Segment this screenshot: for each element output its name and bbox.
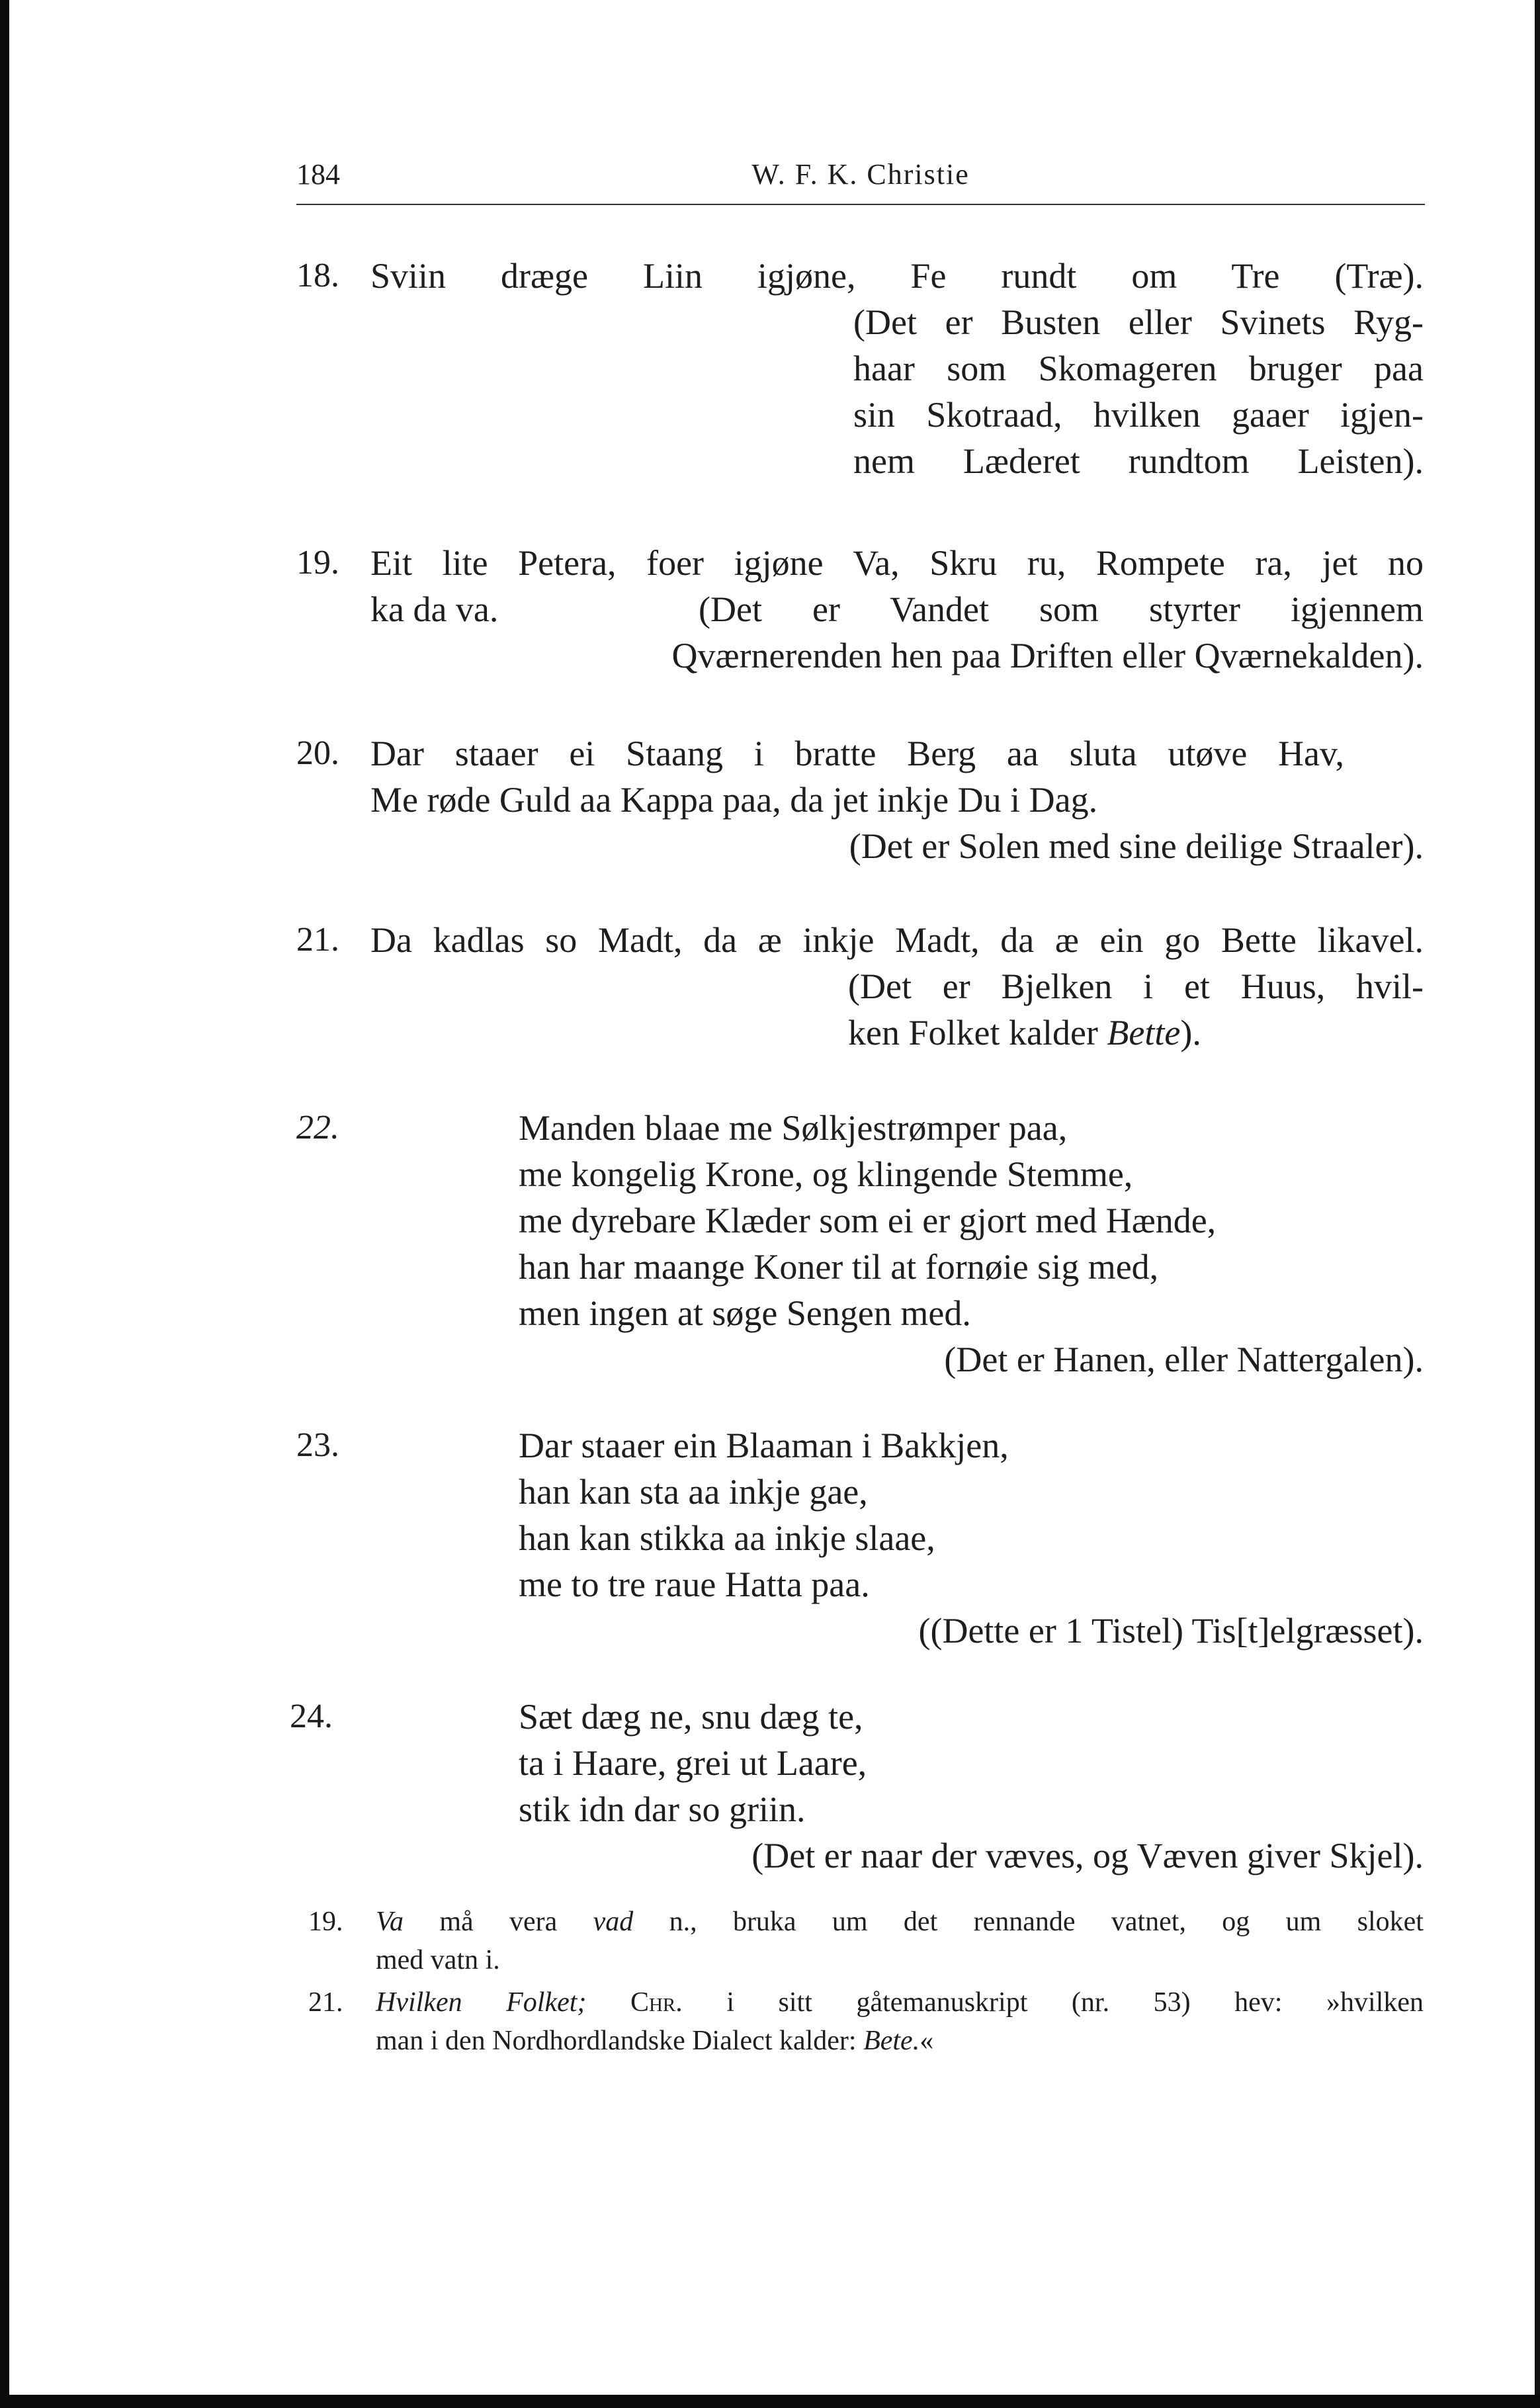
riddle-answer bbox=[848, 1010, 1201, 1056]
page-header bbox=[296, 157, 1425, 197]
riddle-answer: (Det er Busten eller Svinets Ryg- bbox=[853, 302, 1424, 342]
riddle-text: Eit lite Petera, foer igjøne Va, Skru ru, Rompete ra, jet no bbox=[370, 543, 1424, 583]
verse-line: men ingen at søge Sengen med. bbox=[519, 1293, 971, 1333]
riddle-text: ka da va. bbox=[370, 589, 499, 629]
riddle-answer: ((Dette er 1 Tistel) Tis[t]elgræsset). bbox=[918, 1611, 1424, 1651]
riddle-answer: (Det er Vandet som styrter igjennem bbox=[699, 589, 1424, 629]
footnote-italic: Va bbox=[376, 1907, 404, 1937]
verse-line: me to tre raue Hatta paa. bbox=[519, 1565, 870, 1604]
verse-line: Sæt dæg ne, snu dæg te, bbox=[519, 1697, 863, 1737]
verse-line: Manden blaae me Sølkjestrømper paa, bbox=[519, 1108, 1068, 1148]
verse-line: han kan stikka aa inkje slaae, bbox=[519, 1518, 935, 1558]
riddle-text: Da kadlas so Madt, da æ inkje Madt, da æ ein go Bette likavel. bbox=[370, 920, 1424, 960]
footnote-span: i sitt gåtemanuskript (nr. 53) hev: »hvilken bbox=[682, 1987, 1424, 2018]
footnote-number: 21. bbox=[308, 1987, 343, 2018]
footnote-number: 19. bbox=[308, 1907, 343, 1937]
riddle-answer-text: ken Folket kalder bbox=[848, 1013, 1107, 1053]
riddle-answer: (Det er Bjelken i et Huus, hvil- bbox=[848, 967, 1424, 1006]
riddle-answer-text: ). bbox=[1180, 1013, 1201, 1053]
running-head: W. F. K. Christie bbox=[751, 158, 970, 191]
scan-border-left bbox=[0, 0, 9, 2408]
verse-line: han kan sta aa inkje gae, bbox=[519, 1472, 868, 1512]
verse-line: Dar staaer ein Blaaman i Bakkjen, bbox=[519, 1426, 1009, 1465]
footnote-text bbox=[376, 1903, 1424, 1941]
riddle-answer: (Det er naar der væves, og Væven giver Skjel). bbox=[751, 1836, 1424, 1875]
footnote-text: med vatn i. bbox=[376, 1945, 500, 1975]
verse-line: me dyrebare Klæder som ei er gjort med Hænde, bbox=[519, 1201, 1217, 1240]
verse-line: han har maange Koner til at fornøie sig med, bbox=[519, 1247, 1159, 1287]
footnote-span: « bbox=[920, 2026, 934, 2056]
riddle-number: 22. bbox=[296, 1109, 339, 1146]
footnote-text bbox=[376, 2022, 933, 2060]
scan-border-bottom bbox=[0, 2395, 1540, 2408]
riddle-number: 24. bbox=[290, 1698, 333, 1735]
riddle-text: Dar staaer ei Staang i bratte Berg aa sluta utøve Hav, bbox=[370, 734, 1344, 773]
riddle-answer-italic: Bette bbox=[1107, 1013, 1181, 1053]
riddle-number: 19. bbox=[296, 544, 339, 581]
verse-line: me kongelig Krone, og klingende Stemme, bbox=[519, 1154, 1133, 1194]
riddle-answer: sin Skotraad, hvilken gaaer igjen- bbox=[853, 395, 1424, 435]
riddle-number: 21. bbox=[296, 921, 339, 959]
riddle-text: Me røde Guld aa Kappa paa, da jet inkje Du i Dag. bbox=[370, 780, 1098, 820]
riddle-answer: (Det er Hanen, eller Nattergalen). bbox=[944, 1340, 1424, 1379]
footnote-span: man i den Nordhordlandske Dialect kalder: bbox=[376, 2026, 864, 2056]
footnote-span: n., bruka um det rennande vatnet, og um sloket bbox=[633, 1907, 1424, 1937]
riddle-text: Sviin dræge Liin igjøne, Fe rundt om Tre (Træ). bbox=[370, 256, 1424, 296]
footnote-smallcaps: Chr. bbox=[630, 1987, 683, 2018]
footnote-italic: Hvilken Folket; bbox=[376, 1987, 587, 2018]
page-number: 184 bbox=[296, 158, 340, 191]
verse-line: ta i Haare, grei ut Laare, bbox=[519, 1743, 867, 1783]
riddle-answer: haar som Skomageren bruger paa bbox=[853, 349, 1424, 388]
footnote-text bbox=[376, 1983, 1424, 2022]
footnote-span: må vera bbox=[404, 1907, 593, 1937]
header-rule bbox=[296, 204, 1425, 205]
footnote-italic: vad bbox=[593, 1907, 634, 1937]
riddle-number: 23. bbox=[296, 1426, 339, 1464]
riddle-number: 18. bbox=[296, 257, 339, 294]
riddle-number: 20. bbox=[296, 734, 339, 772]
footnote-italic: Bete. bbox=[863, 2026, 920, 2056]
riddle-answer: (Det er Solen med sine deilige Straaler). bbox=[849, 826, 1424, 866]
riddle-answer: Qværnerenden hen paa Driften eller Qværnekalden). bbox=[671, 636, 1424, 675]
riddle-answer: nem Læderet rundtom Leisten). bbox=[853, 441, 1424, 481]
verse-line: stik idn dar so griin. bbox=[519, 1789, 806, 1829]
scan-border-right bbox=[1535, 0, 1540, 2408]
